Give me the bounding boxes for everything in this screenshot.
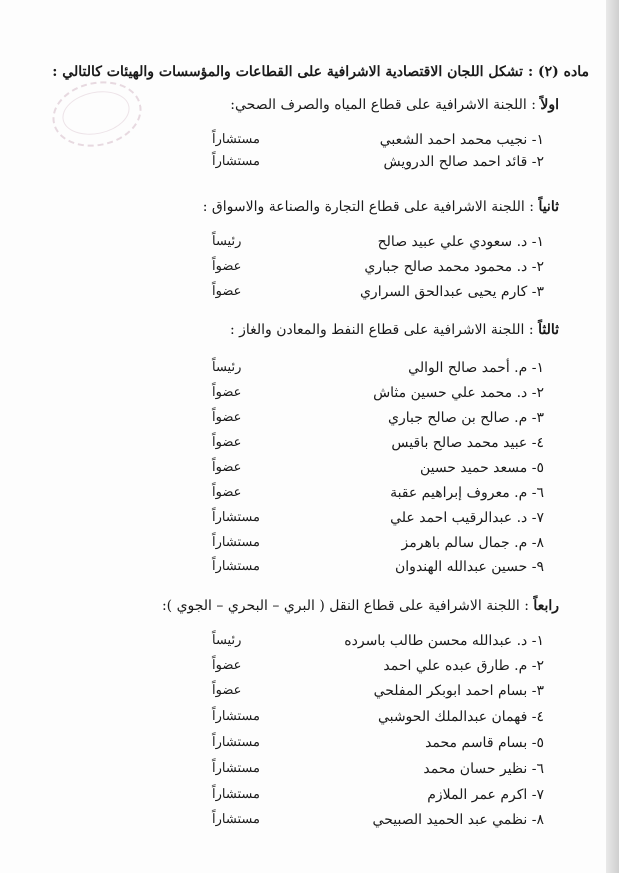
member-name: ٥- بسام قاسم محمد [425, 735, 544, 751]
member-row [0, 761, 619, 783]
section-label: ثانياً [538, 199, 559, 215]
member-name: ٦- م. معروف إبراهيم عقبة [390, 485, 544, 501]
member-name: ٣- م. صالح بن صالح جباري [388, 410, 544, 426]
member-row [0, 535, 619, 557]
member-name: ١- نجيب محمد احمد الشعبي [379, 132, 544, 148]
member-name: ٣- كارم يحيى عبدالحق السراري [359, 284, 544, 300]
member-row [0, 683, 619, 705]
article-heading: ماده (٢) : تشكل اللجان الاقتصادية الاشرافية على القطاعات والمؤسسات والهيئات كالتالي : [52, 64, 589, 80]
member-name: ٨- نظمي عبد الحميد الصبيحي [372, 812, 544, 828]
member-role: عضواً [212, 485, 242, 500]
member-row [0, 460, 619, 482]
member-role: عضواً [212, 284, 242, 299]
member-role: مستشاراً [212, 154, 260, 169]
member-row [0, 812, 619, 834]
member-row [0, 735, 619, 757]
member-role: مستشاراً [212, 812, 260, 827]
member-name: ٧- د. عبدالرقيب احمد علي [390, 510, 544, 526]
member-role: مستشاراً [212, 709, 260, 724]
member-role: مستشاراً [212, 510, 260, 525]
member-row [0, 284, 619, 306]
member-name: ٣- بسام احمد ابوبكر المفلحي [373, 683, 544, 699]
member-role: مستشاراً [212, 559, 260, 574]
member-role: مستشاراً [212, 787, 260, 802]
section-title: : اللجنة الاشرافية على قطاع النقل ( البري – البحري – الجوي ): [161, 598, 529, 614]
member-row [0, 559, 619, 581]
member-role: مستشاراً [212, 761, 260, 776]
member-role: عضواً [212, 259, 242, 274]
member-row [0, 259, 619, 281]
member-row [0, 360, 619, 382]
member-role: رئيساً [212, 633, 242, 648]
member-row [0, 385, 619, 407]
member-row [0, 485, 619, 507]
member-role: مستشاراً [212, 535, 260, 550]
section-label: اولاً [540, 97, 559, 113]
member-name: ٢- د. محمود محمد صالح جباري [364, 259, 544, 275]
member-name: ١- د. عبدالله محسن طالب باسرده [344, 633, 544, 649]
member-role: عضواً [212, 435, 242, 450]
member-name: ٥- مسعد حميد حسين [419, 460, 544, 476]
section-label: ثالثاً [538, 322, 559, 338]
member-row [0, 658, 619, 680]
member-role: مستشاراً [212, 735, 260, 750]
member-role: عضواً [212, 410, 242, 425]
section-heading [203, 199, 559, 215]
member-row [0, 435, 619, 457]
member-name: ٧- اكرم عمر الملازم [427, 787, 544, 803]
section-title: : اللجنة الاشرافية على قطاع المياه والصرف الصحي: [230, 97, 536, 113]
section-title: : اللجنة الاشرافية على قطاع النفط والمعادن والغاز : [229, 322, 534, 338]
member-name: ٢- د. محمد علي حسين مثاش [373, 385, 544, 401]
member-role: عضواً [212, 460, 242, 475]
member-name: ٤- عبيد محمد صالح باقيس [391, 435, 544, 451]
member-role: عضواً [212, 385, 242, 400]
member-role: رئيساً [212, 234, 242, 249]
member-name: ١- م. أحمد صالح الوالي [408, 360, 544, 376]
member-row [0, 132, 619, 154]
member-row [0, 154, 619, 176]
member-row [0, 709, 619, 731]
member-role: عضواً [212, 683, 242, 698]
member-role: مستشاراً [212, 132, 260, 147]
section-title: : اللجنة الاشرافية على قطاع التجارة والصناعة والاسواق : [202, 199, 534, 215]
member-row [0, 410, 619, 432]
member-name: ٤- فهمان عبدالملك الحوشبي [377, 709, 544, 725]
section-heading [230, 97, 559, 113]
member-name: ٢- قائد احمد صالح الدرويش [383, 154, 544, 170]
section-heading [230, 322, 559, 338]
member-row [0, 633, 619, 655]
member-name: ٢- م. طارق عبده علي احمد [383, 658, 544, 674]
member-role: عضواً [212, 658, 242, 673]
member-row [0, 510, 619, 532]
member-row [0, 787, 619, 809]
member-name: ٦- نظير حسان محمد [423, 761, 544, 777]
member-name: ١- د. سعودي علي عبيد صالح [377, 234, 544, 250]
section-label: رابعاً [533, 598, 559, 614]
section-heading [162, 598, 559, 614]
member-name: ٩- حسين عبدالله الهندوان [395, 559, 544, 575]
member-row [0, 234, 619, 256]
member-role: رئيساً [212, 360, 242, 375]
member-name: ٨- م. جمال سالم باهرمز [401, 535, 544, 551]
